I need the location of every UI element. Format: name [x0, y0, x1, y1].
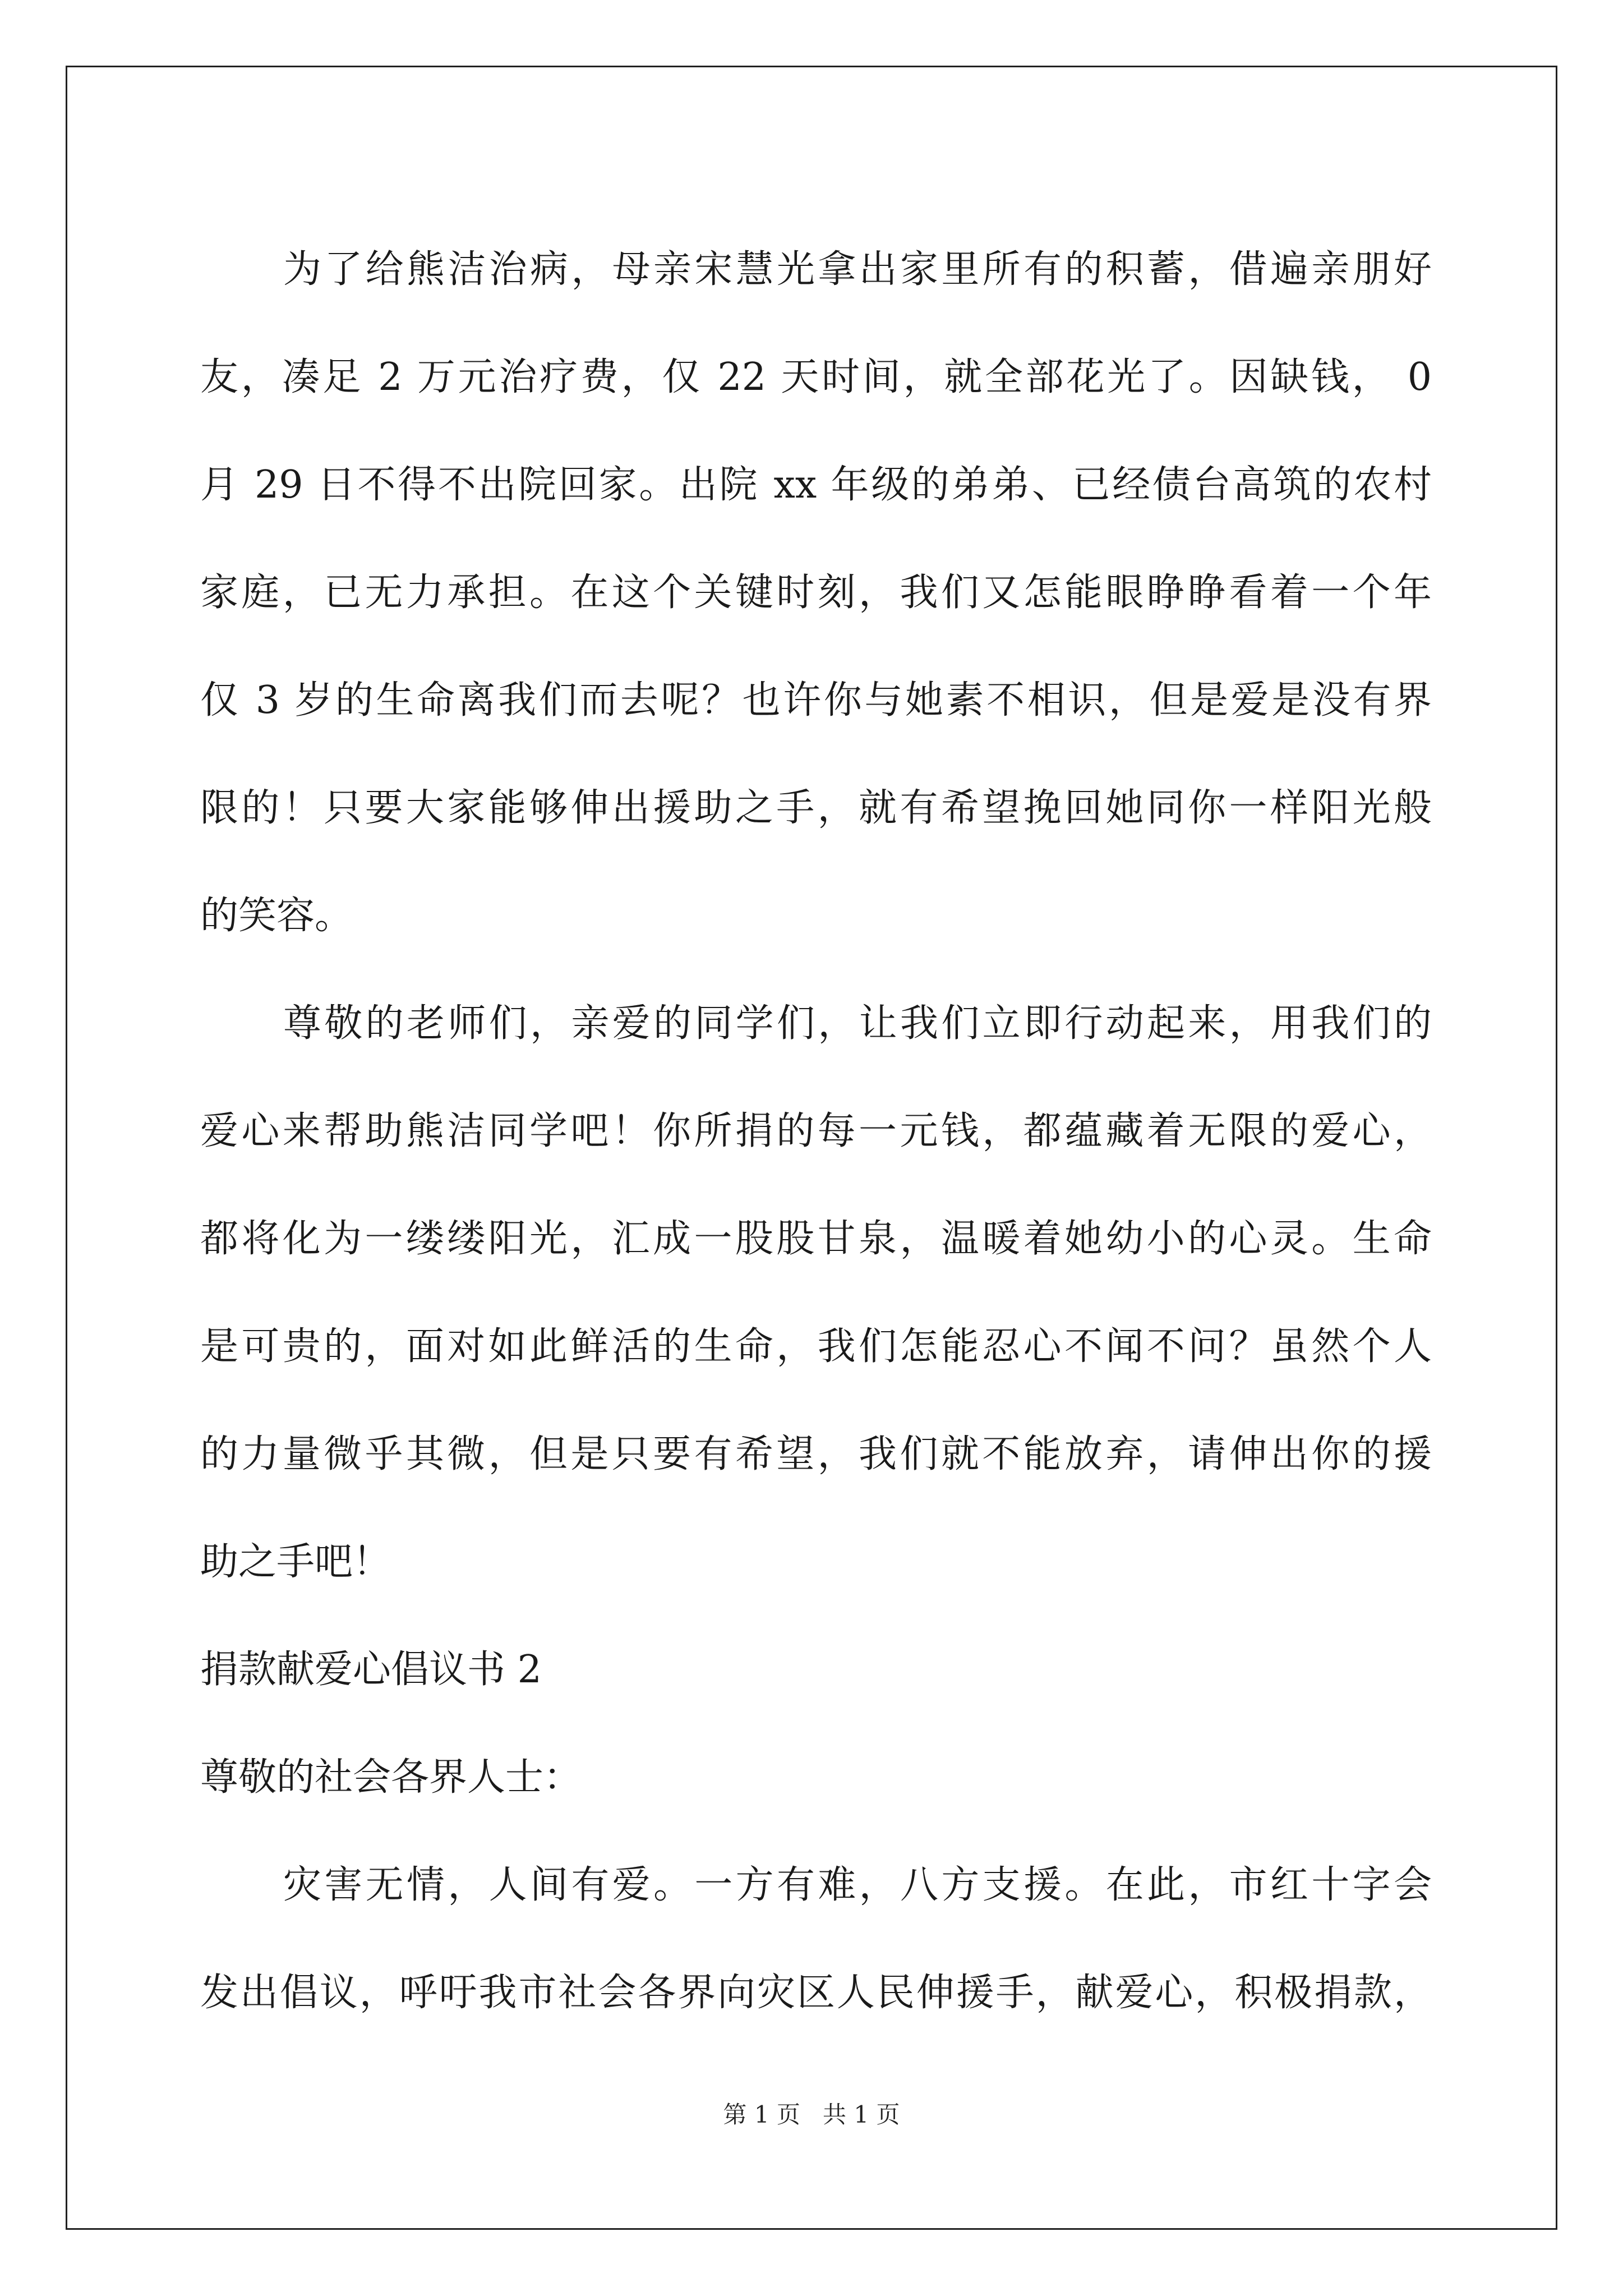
paragraph-line: 仅 3 岁的生命离我们而去呢？也许你与她素不相识，但是爱是没有界 [200, 678, 1432, 723]
paragraph-line: 友，凑足 2 万元治疗费，仅 22 天时间，就全部花光了。因缺钱， 0 [200, 355, 1432, 399]
paragraph-line: 是可贵的，面对如此鲜活的生命，我们怎能忍心不闻不问？虽然个人 [200, 1324, 1432, 1369]
paragraph-line: 助之手吧！ [200, 1540, 391, 1584]
salutation: 尊敬的社会各界人士： [200, 1755, 582, 1800]
paragraph-line: 都将化为一缕缕阳光，汇成一股股甘泉，温暖着她幼小的心灵。生命 [200, 1217, 1432, 1261]
paragraph-line: 灾害无情，人间有爱。一方有难，八方支援。在此，市红十字会 [283, 1863, 1432, 1907]
paragraph-line: 家庭，已无力承担。在这个关键时刻，我们又怎能眼睁睁看着一个年 [200, 570, 1432, 615]
document-body [200, 216, 1432, 2047]
paragraph-line: 限的！只要大家能够伸出援助之手，就有希望挽回她同你一样阳光般 [200, 786, 1432, 830]
paragraph-line: 的笑容。 [200, 894, 353, 938]
paragraph-line: 月 29 日不得不出院回家。出院 xx 年级的弟弟、已经债台高筑的农村 [200, 463, 1432, 507]
section-heading: 捐款献爱心倡议书 2 [200, 1648, 542, 1692]
paragraph-line: 爱心来帮助熊洁同学吧！你所捐的每一元钱，都蕴藏着无限的爱心， [200, 1109, 1432, 1153]
paragraph-line: 尊敬的老师们，亲爱的同学们，让我们立即行动起来，用我们的 [283, 1001, 1432, 1046]
paragraph-line: 为了给熊洁治病，母亲宋慧光拿出家里所有的积蓄，借遍亲朋好 [283, 247, 1432, 292]
paragraph-line: 发出倡议，呼吁我市社会各界向灾区人民伸援手，献爱心，积极捐款， [200, 1971, 1432, 2015]
paragraph-line: 的力量微乎其微，但是只要有希望，我们就不能放弃，请伸出你的援 [200, 1432, 1432, 1476]
page-footer: 第 1 页 共 1 页 [723, 2101, 900, 2128]
